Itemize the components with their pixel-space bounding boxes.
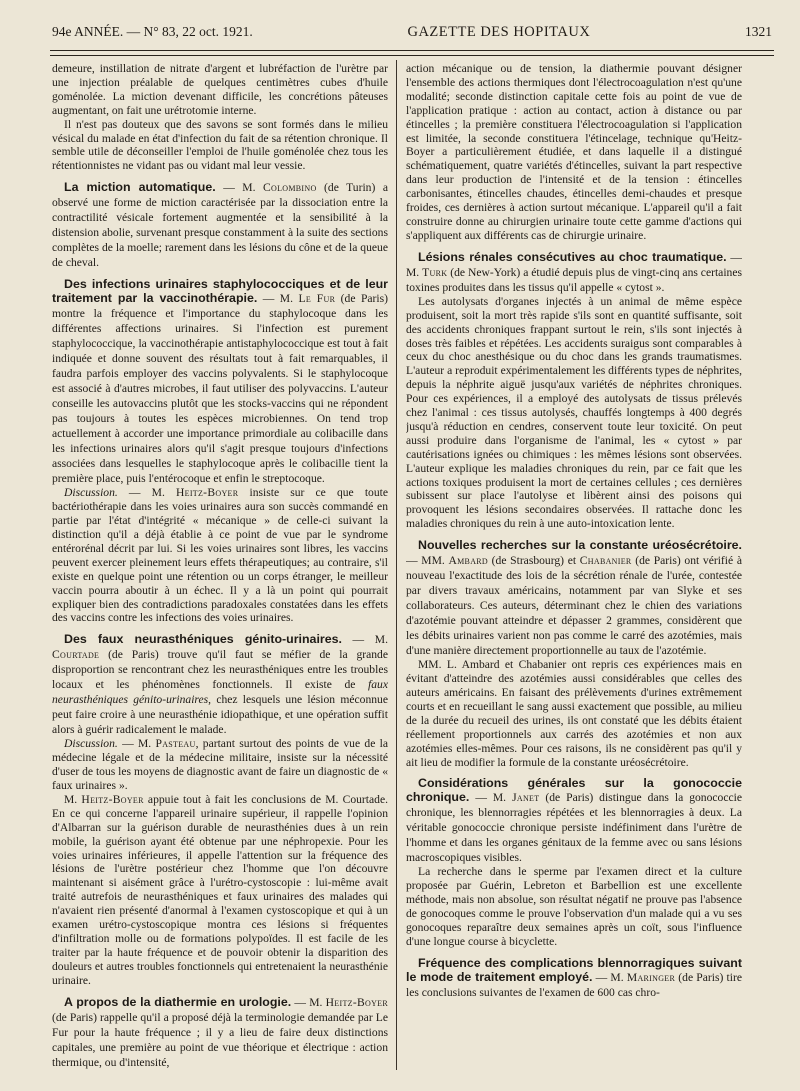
section-heading <box>406 250 742 295</box>
section-title: Fréquence des complications blennorragiques suivant le mode de traitement employé. <box>406 955 742 984</box>
dash: — M. <box>117 737 156 751</box>
section-text: (de Strasbourg) et <box>487 554 580 568</box>
dash: — M. <box>291 995 326 1009</box>
dash: — M. <box>592 970 627 984</box>
dash: — M. <box>469 791 513 805</box>
section-text: (de Paris) distingue dans la gonococcie chronique, les blennorragies répétées et les blennorragies à deux. La véritable gonococcie chronique persiste indéfiniment dans l'urètre de l'homme et dans les organes génitaux de la femme avec ou sans lésions macroscopiques visibles. <box>406 791 742 865</box>
dash: — M. <box>117 486 176 500</box>
paragraph: Les autolysats d'organes injectés à un animal de même espèce produisent, soit la mort très rapide s'ils sont en quantité suffisante, soit des accidents chroniques frappant surtout le rein, s'ils sont injectés à doses très faibles et répétées. Les accidents suraigus sont comparables à ceux du choc anesthésique ou du choc dans les grands traumatismes. L'auteur a reproduit expérimentalement les différents types de néphrites, depuis la néphrite aiguë jusqu'aux variétés de néphrites chroniques. Pour ces expériences, il a employé des autolysats de tissus prélevés chez l'animal : ces tissus autolysés, chauffés longtemps à 400 degrés jusqu'à réduction en cendres, conservent toute leur toxicité. On peut aussi produire dans l'organisme de l'animal, les « cytost » par cautérisations ignées ou chimiques : les mêmes lésions sont observées. L'auteur explique les maladies chroniques du rein, par ce fait que les actions toxiques produisent la mort de certaines cellules ; ces dernières subissent sur place l'autolyse et libèrent ainsi des poisons qui provoquent les lésions secondaires observées. Il rattache donc les maladies chroniques du rein à une auto-intoxication lente. <box>406 294 742 531</box>
section-lead <box>52 292 388 485</box>
section-text: (de Paris) ont vérifié à nouveau l'exactitude des lois de la sécrétion rénale de l'urée, contestée par divers travaux américains, notamment par van Slyke et ses collaborateurs. Ces auteurs, déterminant chez le chien des variations d'azotémie pouvant atteindre et dépasser 2 grammes, considèrent que les débits urinaires varient non pas comme le carré des azotémies, mais d'une manière directement proportionnelle au taux de l'azotémie. <box>406 554 742 658</box>
dash: — M. <box>257 292 299 306</box>
section-text: (de Paris) montre la fréquence et l'importance du staphylocoque dans les différentes affections urinaires. Si l'infection est purement staphylococcique, la vaccinothérapie antistaphylococcique est tout à fait indiquée et donne souvent des résultats tout à fait remarquables, il faudra parfois employer des vaccins polyvalents. Si le staphylocoque est associé à d'autres microbes, il faut utiliser des polyvaccins. L'auteur conseille les autovaccins plutôt que les stocks-vaccins qui ne répondent pas toujours à toutes les espèces microbiennes. On tend trop actuellement à accorder une importance primordiale au colibacille dans les infections urinaires alors qu'il s'agit presque toujours d'infections associées dans lesquelles le staphylocoque après le colibacille tient la première place, puis l'entérocoque et enfin le streptocoque. <box>52 292 388 486</box>
issue-info: 94e ANNÉE. — N° 83, 22 oct. 1921. <box>52 24 253 39</box>
section-heading <box>52 180 388 270</box>
section-heading <box>52 277 388 486</box>
dash: — M. <box>341 633 388 647</box>
author-name: Courtade <box>52 648 100 662</box>
author-name: Maringer <box>626 970 676 984</box>
author-name: Heitz-Boyer <box>325 995 388 1009</box>
discussion-text: , partant surtout des points de vue de la médecine légale et de la médecine militaire, insiste sur la nécessité d'user de tous les moyens de diagnostic avant de faire un diagnostic de « faux urinaires ». <box>52 737 388 793</box>
header-rule <box>50 50 774 51</box>
author-name: Heitz-Boyer <box>81 792 144 806</box>
section-lead <box>52 633 388 736</box>
discussion-text: insiste sur ce que toute bactériothérapie dans les voies urinaires aura son succès commandé en partie par l'état d'intégrité « mécanique » de celle-ci suivant la distinction qu'il a déjà établie à ce point de vue par le syndrome entérorénal décrit par lui. Si les voies urinaires sont libres, les vaccins peuvent exercer pleinement leurs effets thérapeutiques; au contraire, s'il existe en quelque point une rétention ou un corps étranger, le meilleur vaccin pourra aboutir à un échec. Il y a là un point qui pourrait expliquer bien des contradictions paradoxales constatées dans les effets des vaccins contre les infections des voies urinaires. <box>52 486 388 625</box>
section-text: (de Paris) trouve qu'il faut se méfier de la grande disproportion se rencontrant chez les neurasthéniques entre les troubles locaux et les phénomènes fonctionnels. Il existe de <box>52 648 388 692</box>
author-name: Le Fur <box>298 292 336 306</box>
section-title: Nouvelles recherches sur la constante uréosécrétoire. <box>418 538 742 553</box>
journal-title: GAZETTE DES HOPITAUX <box>407 24 591 40</box>
right-column <box>406 62 742 1077</box>
section-title: A propos de la diathermie en urologie. <box>64 994 292 1009</box>
author-name: Ambard <box>448 554 488 568</box>
discussion-paragraph <box>52 486 388 625</box>
section-title: Des infections urinaires staphylococciques et de leur traitement par la vaccinothérapie. <box>52 277 388 306</box>
section-text: , chez lesquels une lésion méconnue peut faire croire à une neurasthénie idiopathique, et une opération suffit alors à guérir radicalement le malade. <box>52 693 388 737</box>
section-title: La miction automatique. <box>64 180 216 195</box>
dash: — M. <box>215 181 263 195</box>
author-name: Heitz-Boyer <box>175 486 239 500</box>
section-text: (de New-York) a étudié depuis plus de vingt-cinq ans certaines toxines produites dans les tissus qu'il appelle « cytost ». <box>406 265 742 294</box>
author-name: Colombino <box>263 181 317 195</box>
dash: — M. <box>406 250 742 279</box>
left-column <box>52 62 388 1077</box>
section-title: Des faux neurasthéniques génito-urinaires. <box>64 632 342 647</box>
page-number: 1321 <box>745 24 772 39</box>
section-heading <box>406 538 742 658</box>
section-heading <box>406 776 742 865</box>
section-text: (de Paris) tire les conclusions suivantes de l'examen de 600 cas chro- <box>406 970 742 999</box>
paragraph <box>52 793 388 988</box>
section-heading <box>52 632 388 737</box>
italic-term: faux neurasthéniques génito-urinaires <box>52 678 388 707</box>
discussion-label: Discussion. <box>64 737 118 751</box>
author-name: Pasteau <box>155 737 196 751</box>
header-rule-thin <box>50 55 774 56</box>
running-header <box>52 24 772 48</box>
lead: M. <box>64 792 82 806</box>
paragraph-text: appuie tout à fait les conclusions de M. Courtade. En ce qui concerne l'appareil urinaire supérieur, il rappelle l'opinion d'Albarran sur la guérison durable de neurasthénies dues à un rein mobile, la guérison ayant été obtenue par une néphropexie. Pour les voies urinaires inférieures, il appelle l'attention sur la fréquence des lésions de l'urètre postérieur chez l'homme que l'on découvre maintenant si aisément grâce à l'urétro-cystoscopie : lui-même avait traité autrefois de neurasthéniques et faux urinaires des malades qui n'avaient rien présenté d'anormal à l'examen cystoscopique et qui à un examen urétro-cystoscopique montra ces lésions si fréquentes d'infiltration molle ou de formations polypoïdes. Il est facile de les traiter par la haute fréquence et de pouvoir obtenir la disparition des douleurs et autres troubles fonctionnels qui entretenaient la neurasthénie urinaire. <box>52 792 388 987</box>
section-text: (de Turin) a observé une forme de miction caractérisée par la dissociation entre la contractilité vésicale fortement augmentée et la sensibilité à la distension abolie, survenant presque constamment à la suite des sections complètes de la moelle; rarement dans les lésions du cône et de la queue de cheval. <box>52 181 388 270</box>
discussion-paragraph <box>52 737 388 793</box>
author-name: Janet <box>512 791 540 805</box>
section-lead <box>406 554 742 657</box>
section-heading <box>52 995 388 1070</box>
section-lead <box>52 181 388 269</box>
discussion-label: Discussion. <box>64 486 118 500</box>
section-title: Considérations générales sur la gonococcie chronique. <box>406 776 742 805</box>
section-text: (de Paris) rappelle qu'il a proposé déjà la terminologie demandée par Le Fur pour la haute fréquence ; il y a lieu de faire deux distinctions capitales, une première au point de vue théorique et électrique : action thermique, ou d'intensité, <box>52 1010 388 1069</box>
column-divider <box>396 60 397 1070</box>
dash: — MM. <box>406 554 449 568</box>
author-name: Chabanier <box>579 554 632 568</box>
section-title: Lésions rénales consécutives au choc traumatique. <box>418 249 727 264</box>
author-name: Turk <box>422 265 448 279</box>
paragraph: MM. L. Ambard et Chabanier ont repris ces expériences mais en évitant d'atteindre des azotémies aussi considérables que celles des auteurs américains. En faisant des prélèvements d'urines extrêmement courts et en recueillant le sang aussi exactement que possible, au milieu de la durée du recueil des urines, ils ont constaté que les débits étaient réellement proportionnels aux carrés des azotémies et non aux azotémies elles-mêmes. Pour ces raisons, ils ne considèrent pas qu'il y ait lieu de modifier la formule de la constante uréosécrétoire. <box>406 658 742 769</box>
section-heading <box>406 956 742 1000</box>
paragraph: demeure, instillation de nitrate d'argent et lubréfaction de l'urètre par une injection préalable de quelques centimètres cubes d'huile goménolée. La miction devenant difficile, les concrétions pâteuses augmentant, on fait une urétrotomie interne. <box>52 62 388 117</box>
paragraph: La recherche dans le sperme par l'examen direct et la culture proposée par Guérin, Lebreton et Barbellion est une excellente méthode, mais non absolue, son résultat négatif ne prouve pas l'absence de gonocoques comme le prouve l'observation d'un malade qui a vu ses gonocoques reparaître deux semaines après un coït, sous l'influence d'une longue course à bicyclette. <box>406 865 742 948</box>
paragraph: Il n'est pas douteux que des savons se sont formés dans le milieu vésical du malade en état d'infection du fait de sa rétention chronique. Il semble utile de déconseiller l'emploi de l'huile goménolée chez tous les rétentionnistes ne vidant pas ou vidant mal leur vessie. <box>52 117 388 173</box>
paragraph: action mécanique ou de tension, la diathermie pouvant désigner l'ensemble des actions thermiques dont l'électrocoagulation n'est qu'une modalité; seconde distinction capitale cette fois au point de vue de l'application pratique : action au contact, action à distance ou par étincelles ; la première constituera l'électrocoagulation si l'application est limitée, la seconde constituera l'étincelage, technique qu'Heitz-Boyer a particulièrement étudiée, et dans laquelle il a distingué schématiquement, quatre variétés d'étincelles, suivant la part respective dans leur production de l'intensité et de la tension : étincelles carbonisantes, étincelles chaudes, étincelles demi-chaudes et presque froides, ces dernières à action surtout mécanique. L'appareil qu'il a fait construire donne au chirurgien urinaire toute cette gamme d'actions qui s'appliquent aux différents cas de chirurgie urinaire. <box>406 62 742 242</box>
